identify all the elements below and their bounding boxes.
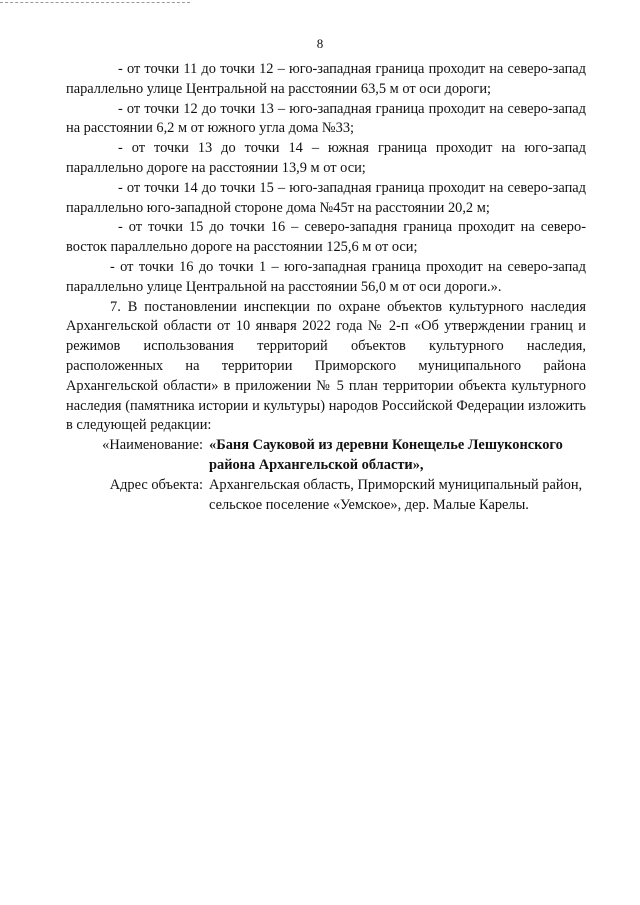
scan-artifact-line [0, 2, 190, 3]
name-label: «Наименование: [102, 437, 203, 454]
boundary-segment-16-1: - от точки 16 до точки 1 – юго-западная граница проходит на северо-запад параллельно улице Центральной на расстоянии 56,0 м от оси дороги.». [66, 258, 586, 295]
boundary-segment-13-14: - от точки 13 до точки 14 – южная граница проходит на юго-запад параллельно дороге на расстоянии 13,9 м от оси; [66, 140, 586, 176]
boundary-segment-14-15: - от точки 14 до точки 15 – юго-западная граница проходит на северо-запад параллельно юго-западной стороне дома №45т на расстоянии 20,2 м; [66, 179, 586, 216]
address-value: Архангельская область, Приморский муниципальный район, сельское поселение «Уемское», дер. Малые Карелы. [209, 476, 583, 513]
clause-7-paragraph: 7. В постановлении инспекции по охране объектов культурного наследия Архангельской области от 10 января 2022 года № 2-п «Об утверждении границ и режимов использования территорий объектов культурного наследия, расположенных на территории Приморского муниципального района Архангельской области» в приложении № 5 план территории объекта культурного наследия (памятника истории и культуры) народов Российской Федерации изложить в следующей редакции: [66, 298, 586, 434]
record-address-row [66, 476, 586, 516]
boundary-segment-15-16: - от точки 15 до точки 16 – северо-западня граница проходит на северо-восток параллельно дороге на расстоянии 125,6 м от оси; [66, 219, 586, 256]
record-name-row [66, 436, 586, 476]
address-label: Адрес объекта: [109, 476, 203, 493]
boundary-segment-11-12: - от точки 11 до точки 12 – юго-западная граница проходит на северо-запад параллельно улице Центральной на расстоянии 63,5 м от оси дороги; [66, 61, 586, 97]
name-value: «Баня Сауковой из деревни Конещелье Лешуконского района Архангельской области», [209, 437, 563, 473]
page-number: 8 [316, 36, 324, 51]
boundary-segment-12-13: - от точки 12 до точки 13 – юго-западная граница проходит на северо-запад на расстоянии 6,2 м от южного угла дома №33; [66, 100, 586, 137]
document-body [66, 60, 586, 515]
